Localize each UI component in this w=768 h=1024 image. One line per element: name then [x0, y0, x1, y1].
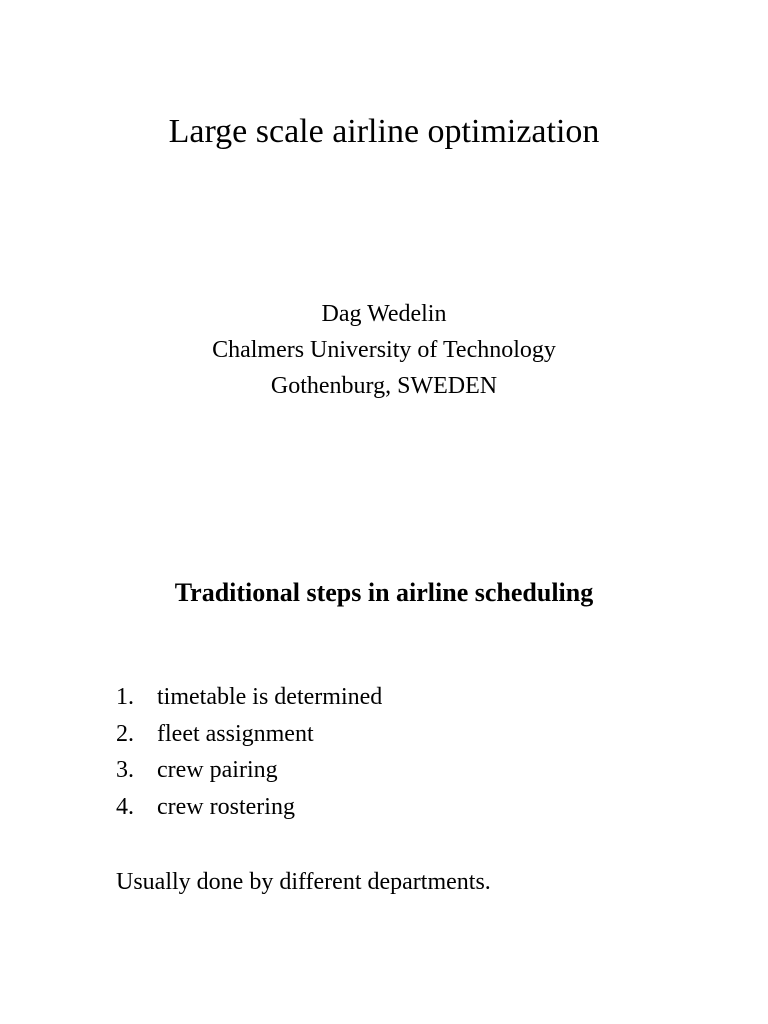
- list-item-number: 1.: [116, 684, 134, 710]
- list-item-number: 3.: [116, 757, 134, 783]
- list-item-number: 4.: [116, 793, 134, 820]
- author-location: Gothenburg, SWEDEN: [270, 373, 498, 399]
- list-item: [116, 679, 382, 716]
- list-item: [116, 716, 382, 753]
- list-item-number: 2.: [116, 720, 134, 747]
- section-title: Traditional steps in airline scheduling: [174, 578, 594, 607]
- list-item-text: crew rostering: [157, 793, 295, 820]
- list-item: [116, 789, 382, 826]
- list-item-text: timetable is determined: [157, 684, 383, 710]
- list-item: [116, 752, 382, 789]
- author-affiliation: Chalmers University of Technology: [212, 337, 556, 363]
- closing-note: Usually done by different departments.: [116, 869, 491, 895]
- steps-list: [116, 679, 382, 825]
- list-item-text: fleet assignment: [157, 720, 314, 747]
- list-item-text: crew pairing: [157, 757, 278, 783]
- page-title: Large scale airline optimization: [168, 113, 600, 150]
- author-block: [0, 296, 768, 404]
- author-name: Dag Wedelin: [321, 301, 447, 327]
